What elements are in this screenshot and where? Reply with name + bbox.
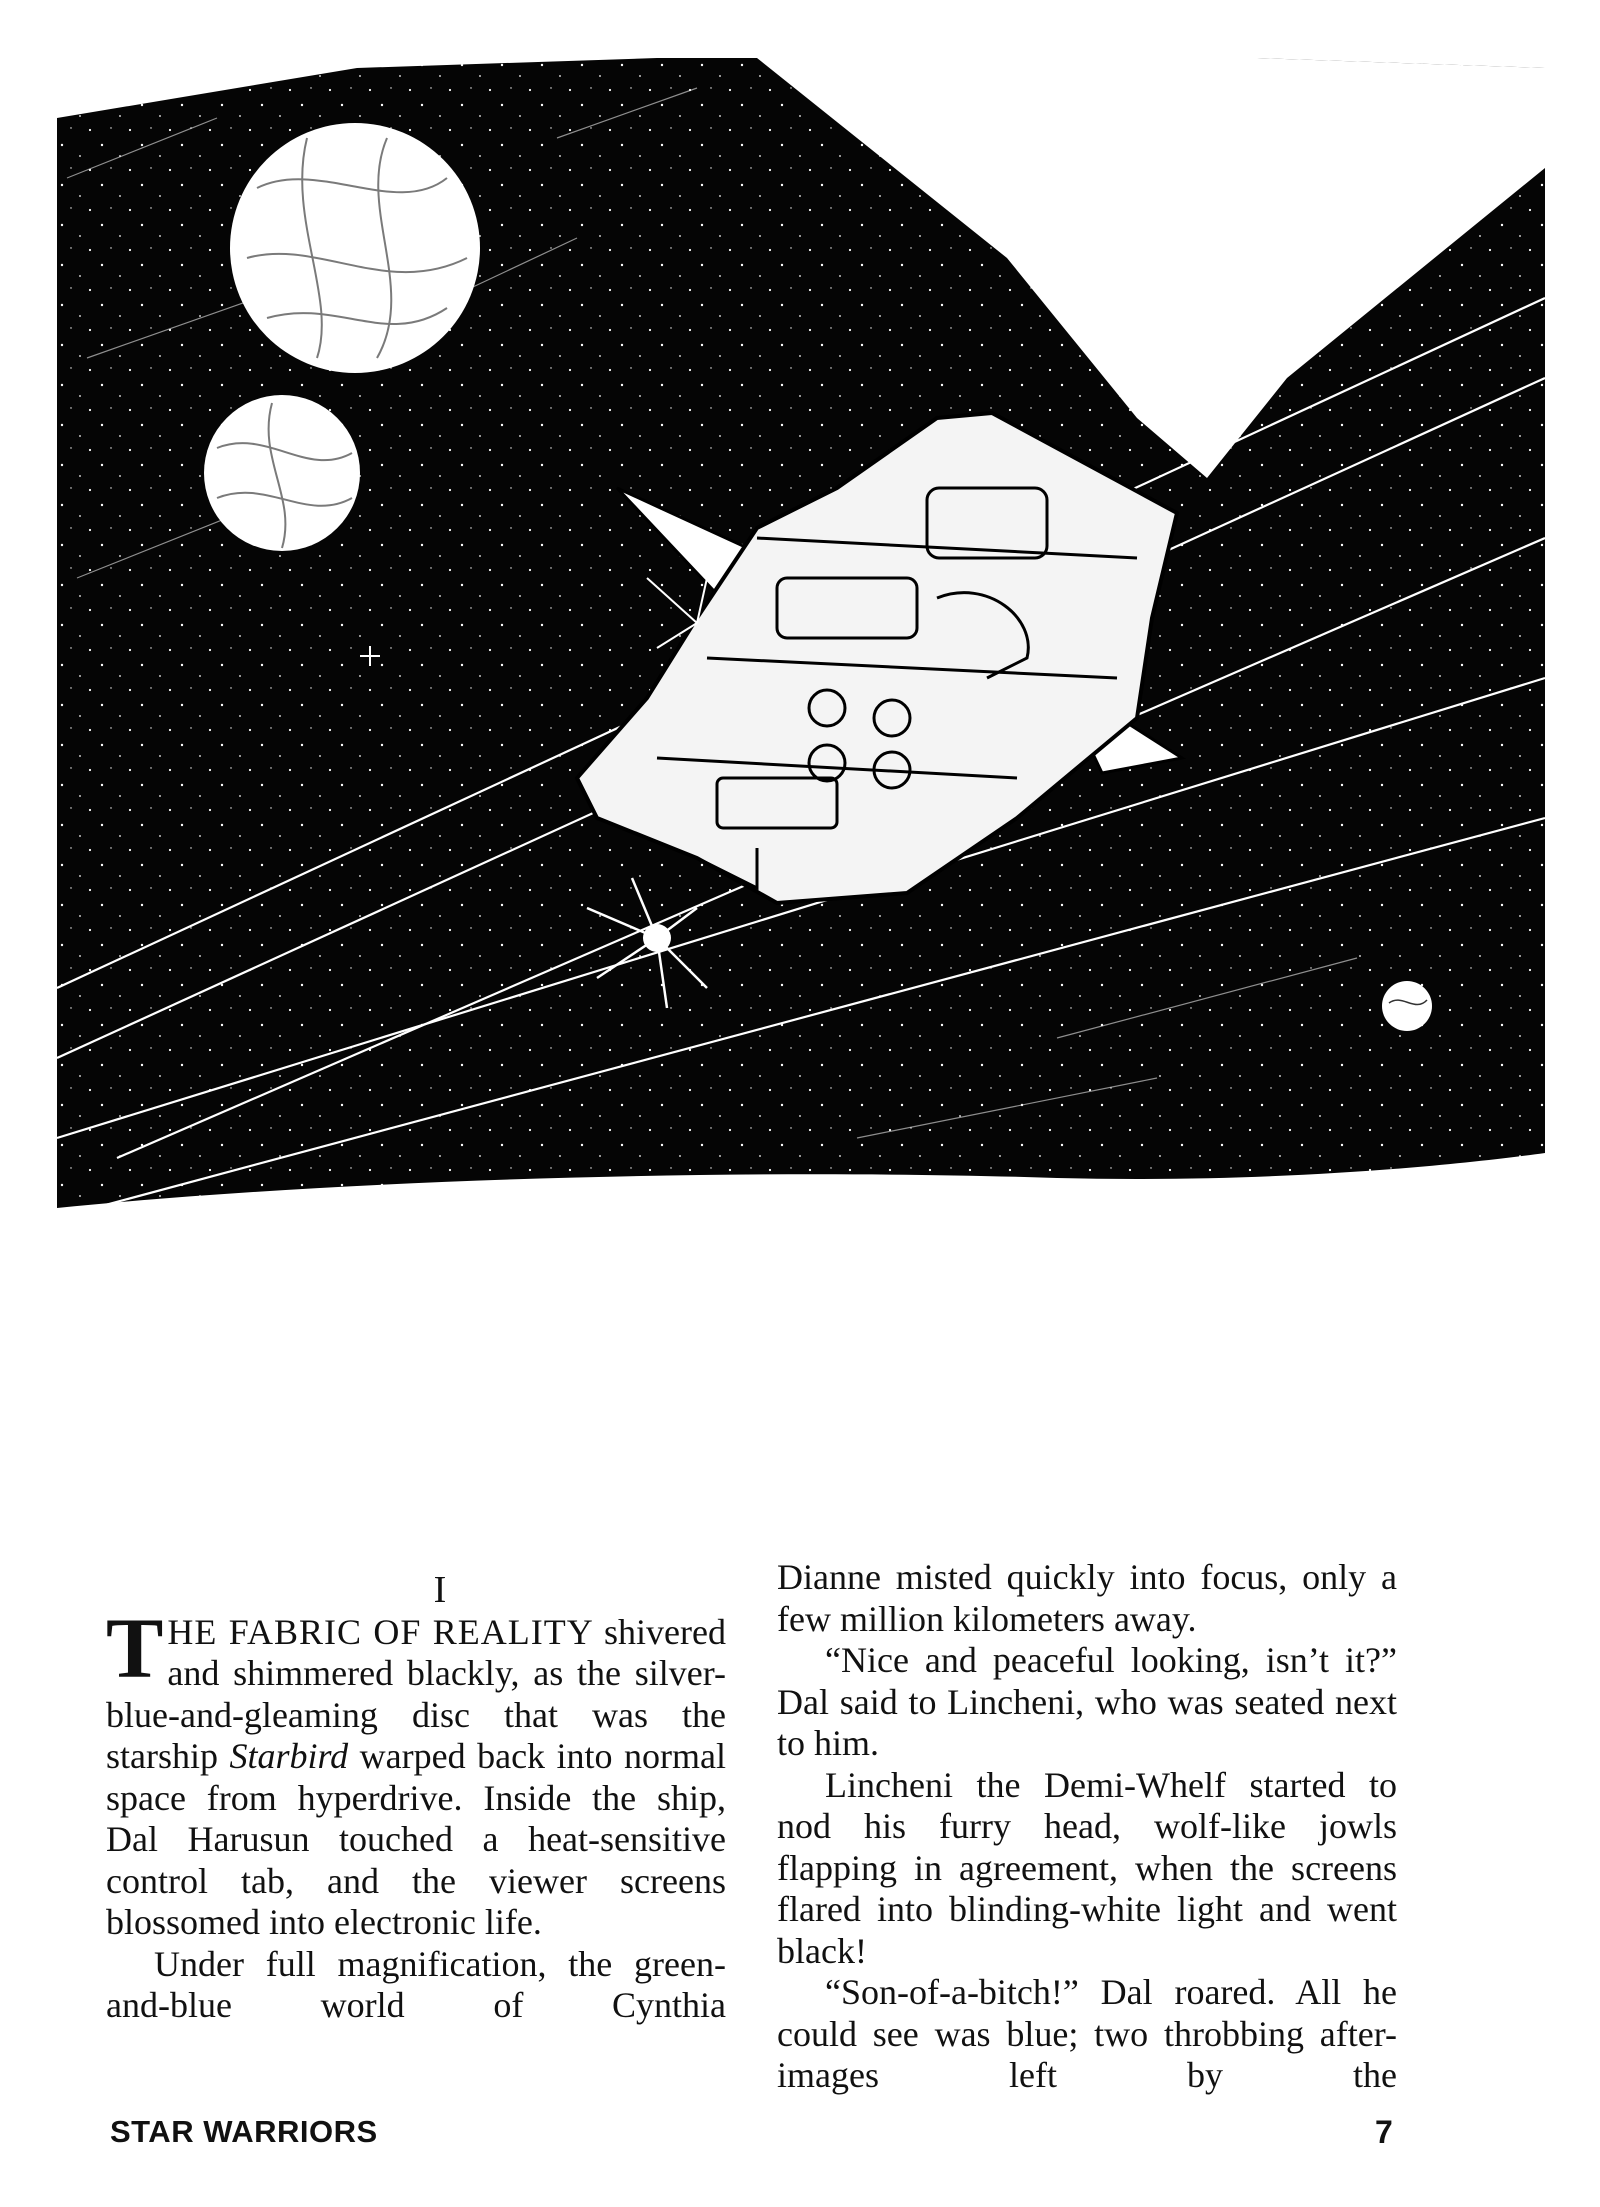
paragraph-5: “Son-of-a-bitch!” Dal roared. All he could see was blue; two throbbing after-images left by the: [777, 1972, 1397, 2095]
planet-small-icon: [1382, 981, 1432, 1031]
starship-illustration: [57, 58, 1545, 1243]
planet-large-icon: [230, 123, 480, 373]
paragraph-1: [106, 1599, 726, 1944]
paragraph-3: “Nice and peaceful looking, isn’t it?” Dal said to Lincheni, who was seated next to him.: [777, 1640, 1397, 1763]
opening-smallcaps: HE FABRIC OF REALITY: [167, 1611, 594, 1652]
text-column-left: [106, 1570, 726, 2027]
ship-name: Starbird: [229, 1736, 349, 1776]
text-column-right: [777, 1557, 1397, 2097]
page-number: 7: [1375, 2114, 1393, 2150]
running-footer-title: STAR WARRIORS: [110, 2114, 378, 2149]
paragraph-1-end: warped back into normal space from hyperdrive. Inside the ship, Dal Harusun touched a heat-sensitive control tab, and the viewer screens blossomed into electronic life.: [106, 1736, 726, 1942]
paragraph-2: Under full magnification, the green-and-blue world of Cynthia: [106, 1943, 726, 2025]
chapter-number: I: [433, 1569, 447, 1611]
paragraph-4: Lincheni the Demi-Whelf started to nod his furry head, wolf-like jowls flapping in agreement, when the screens flared into blinding-white light and went black!: [777, 1764, 1397, 1971]
paragraph-1-text: shivered and shimmered blackly, as the silver-blue-and-gleaming disc that was the starship: [106, 1611, 726, 1776]
drop-cap: T: [106, 1599, 164, 1696]
planet-medium-icon: [204, 395, 360, 551]
paragraph-2-continued: Dianne misted quickly into focus, only a few million kilometers away.: [777, 1557, 1397, 1639]
